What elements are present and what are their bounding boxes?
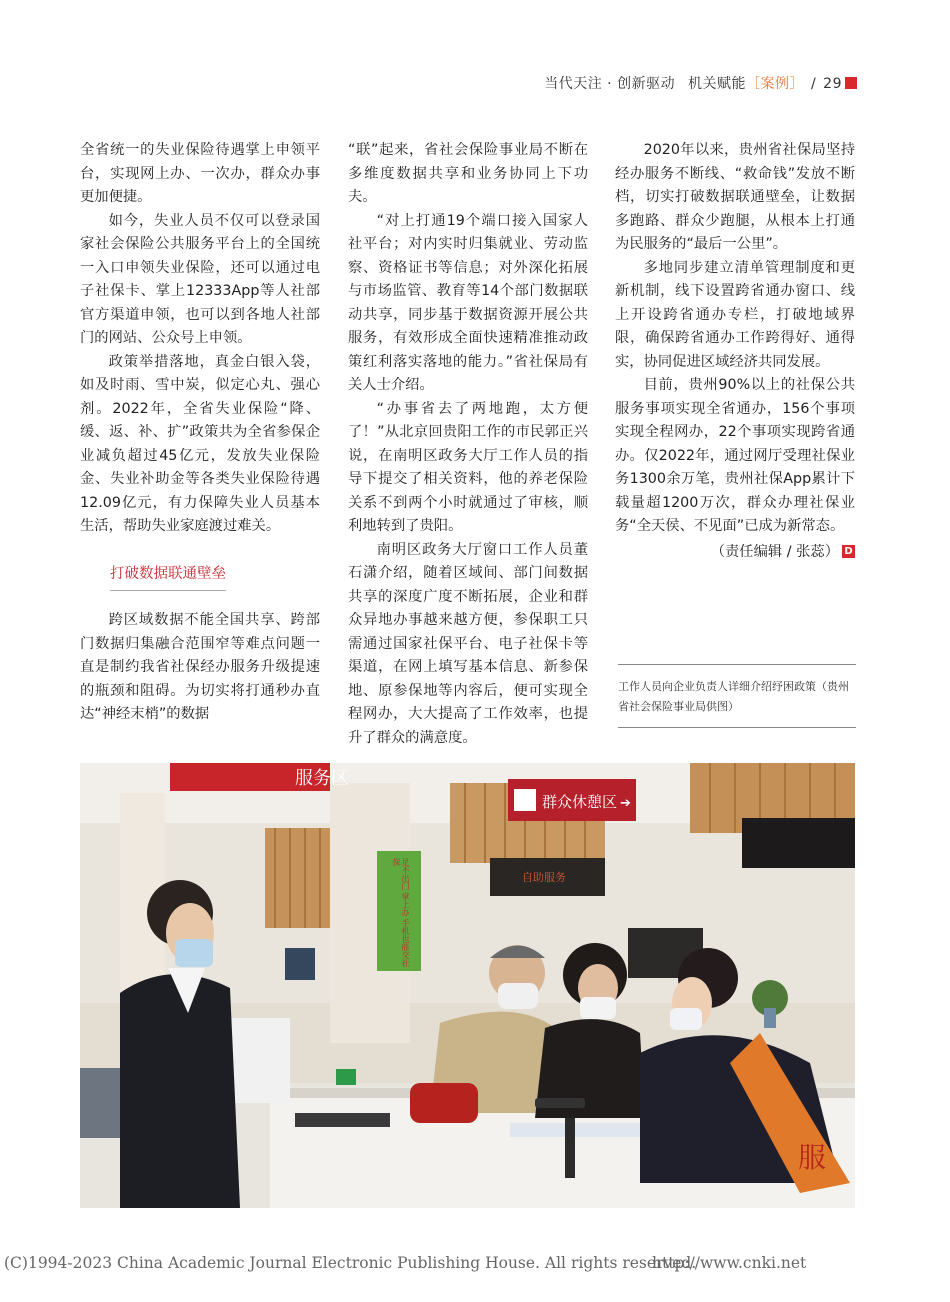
arrow-right-icon: ➔	[620, 796, 631, 811]
paragraph: “联”起来，省社会保险事业局不断在多维度数据共享和业务协同上下功夫。	[348, 142, 588, 205]
rest-area-sign-text: 群众休憩区	[542, 793, 618, 811]
paragraph: “办事省去了两地跑，太方便了！”从北京回贵阳工作的市民郭正兴说，在南明区政务大厅工作人员的指导下提交了相关资料，他的养老保险关系不到两个小时就通过了审核，顺利地转到了贵阳。	[348, 400, 588, 534]
paragraph: 政策举措落地，真金白银入袋，如及时雨、雪中炭，似定心丸、强心剂。2022年，全省失业保险“降、缓、返、补、扩”政策共为全省参保企业减负超过45亿元，发放失业保险金、失业补助金等各类失业保险待遇12.09亿元，有力保障失业人员基本生活，帮助失业家庭渡过难关。	[80, 353, 320, 534]
header-square-icon	[845, 77, 857, 89]
paragraph: 南明区政务大厅窗口工作人员董石潇介绍，随着区域间、部门间数据共享的深度广度不断拓展，企业和群众异地办事越来越方便，参保职工只需通过国家社保平台、电子社保卡等渠道，在网上填写基本信息、新参保地、原参保地等内容后，便可实现全程网办，大大提高了工作效率，也提升了群众的满意度。	[348, 541, 588, 746]
article-column-2	[348, 139, 588, 750]
paragraph: 全省统一的失业保险待遇掌上申领平台，实现网上办、一次办，群众办事更加便捷。	[80, 142, 320, 205]
article-column-3	[615, 139, 855, 564]
cup-icon	[514, 789, 536, 811]
paragraph: 如今，失业人员不仅可以登录国家社会保险公共服务平台上的全国统一入口申领失业保险，还可以通过电子社保卡、掌上12333App等人社部官方渠道申领，也可以到各地人社部门的网站、公众号上申领。	[80, 212, 320, 346]
end-mark-icon: D	[842, 545, 855, 558]
paragraph: 跨区域数据不能全国共享、跨部门数据归集融合范围窄等难点问题一直是制约我省社保经办服务升级提速的瓶颈和阻碍。为切实将打通秒办直达“神经末梢”的数据	[80, 612, 320, 722]
header-section: 当代天注 · 创新驱动	[544, 76, 676, 92]
paragraph: 目前，贵州90%以上的社保公共服务事项实现全省通办，156个事项实现全程网办，22个事项实现跨省通办。仅2022年，通过网厅受理社保业务1300余万笔，贵州社保App累计下载量超1200万次，群众办理社保业务“全天侯、不见面”已成为新常态。	[615, 377, 855, 534]
article-column-1	[80, 139, 320, 727]
sash-text: 服	[798, 1141, 827, 1174]
header-column: 机关赋能	[688, 76, 747, 92]
cnki-url: http://www.cnki.net	[652, 1254, 807, 1272]
photo-caption: 工作人员向企业负责人详细介绍纾困政策（贵州省社会保险事业局供图）	[618, 664, 856, 728]
copyright-notice: (C)1994-2023 China Academic Journal Electronic Publishing House. All rights reserved.	[4, 1254, 697, 1272]
exit-sign	[336, 1069, 356, 1085]
editor-credit	[615, 541, 855, 565]
photo-illustration	[80, 763, 855, 1208]
page-header	[0, 73, 950, 95]
page-number: 29	[823, 76, 842, 92]
header-tag: ［案例］	[746, 76, 805, 92]
header-text	[544, 73, 842, 93]
paragraph: 多地同步建立清单管理制度和更新机制，线下设置跨省通办窗口、线上开设跨省通办专栏，打破地域界限，确保跨省通办工作跨得好、通得实，协同促进区域经济共同发展。	[615, 259, 855, 370]
editor-text: （责任编辑 / 张蕊）	[710, 543, 839, 560]
service-hall-photo	[80, 763, 855, 1208]
section-subheading: 打破数据联通壁垒	[110, 563, 226, 592]
paragraph: “对上打通19个端口接入国家人社平台；对内实时归集就业、劳动监察、资格证书等信息；对外深化拓展与市场监管、教育等14个部门数据联动共享，同步基于数据资源开展公共服务，有效形成全面快速精准推动政策红利落实落地的能力。”省社保局有关人士介绍。	[348, 212, 588, 393]
service-area-sign-text: 服务区	[295, 768, 349, 789]
paragraph: 2020年以来，贵州省社保局坚持经办服务不断线、“救命钱”发放不断档，切实打破数据联通壁垒，让数据多跑路、群众少跑腿，从根本上打通为民服务的“最后一公里”。	[615, 142, 855, 252]
standee-text: 足不出门 掌上办 手机也能交社保	[392, 858, 410, 968]
self-service-sign-text: 自助服务	[522, 871, 566, 884]
header-page-sep: /	[811, 76, 817, 92]
